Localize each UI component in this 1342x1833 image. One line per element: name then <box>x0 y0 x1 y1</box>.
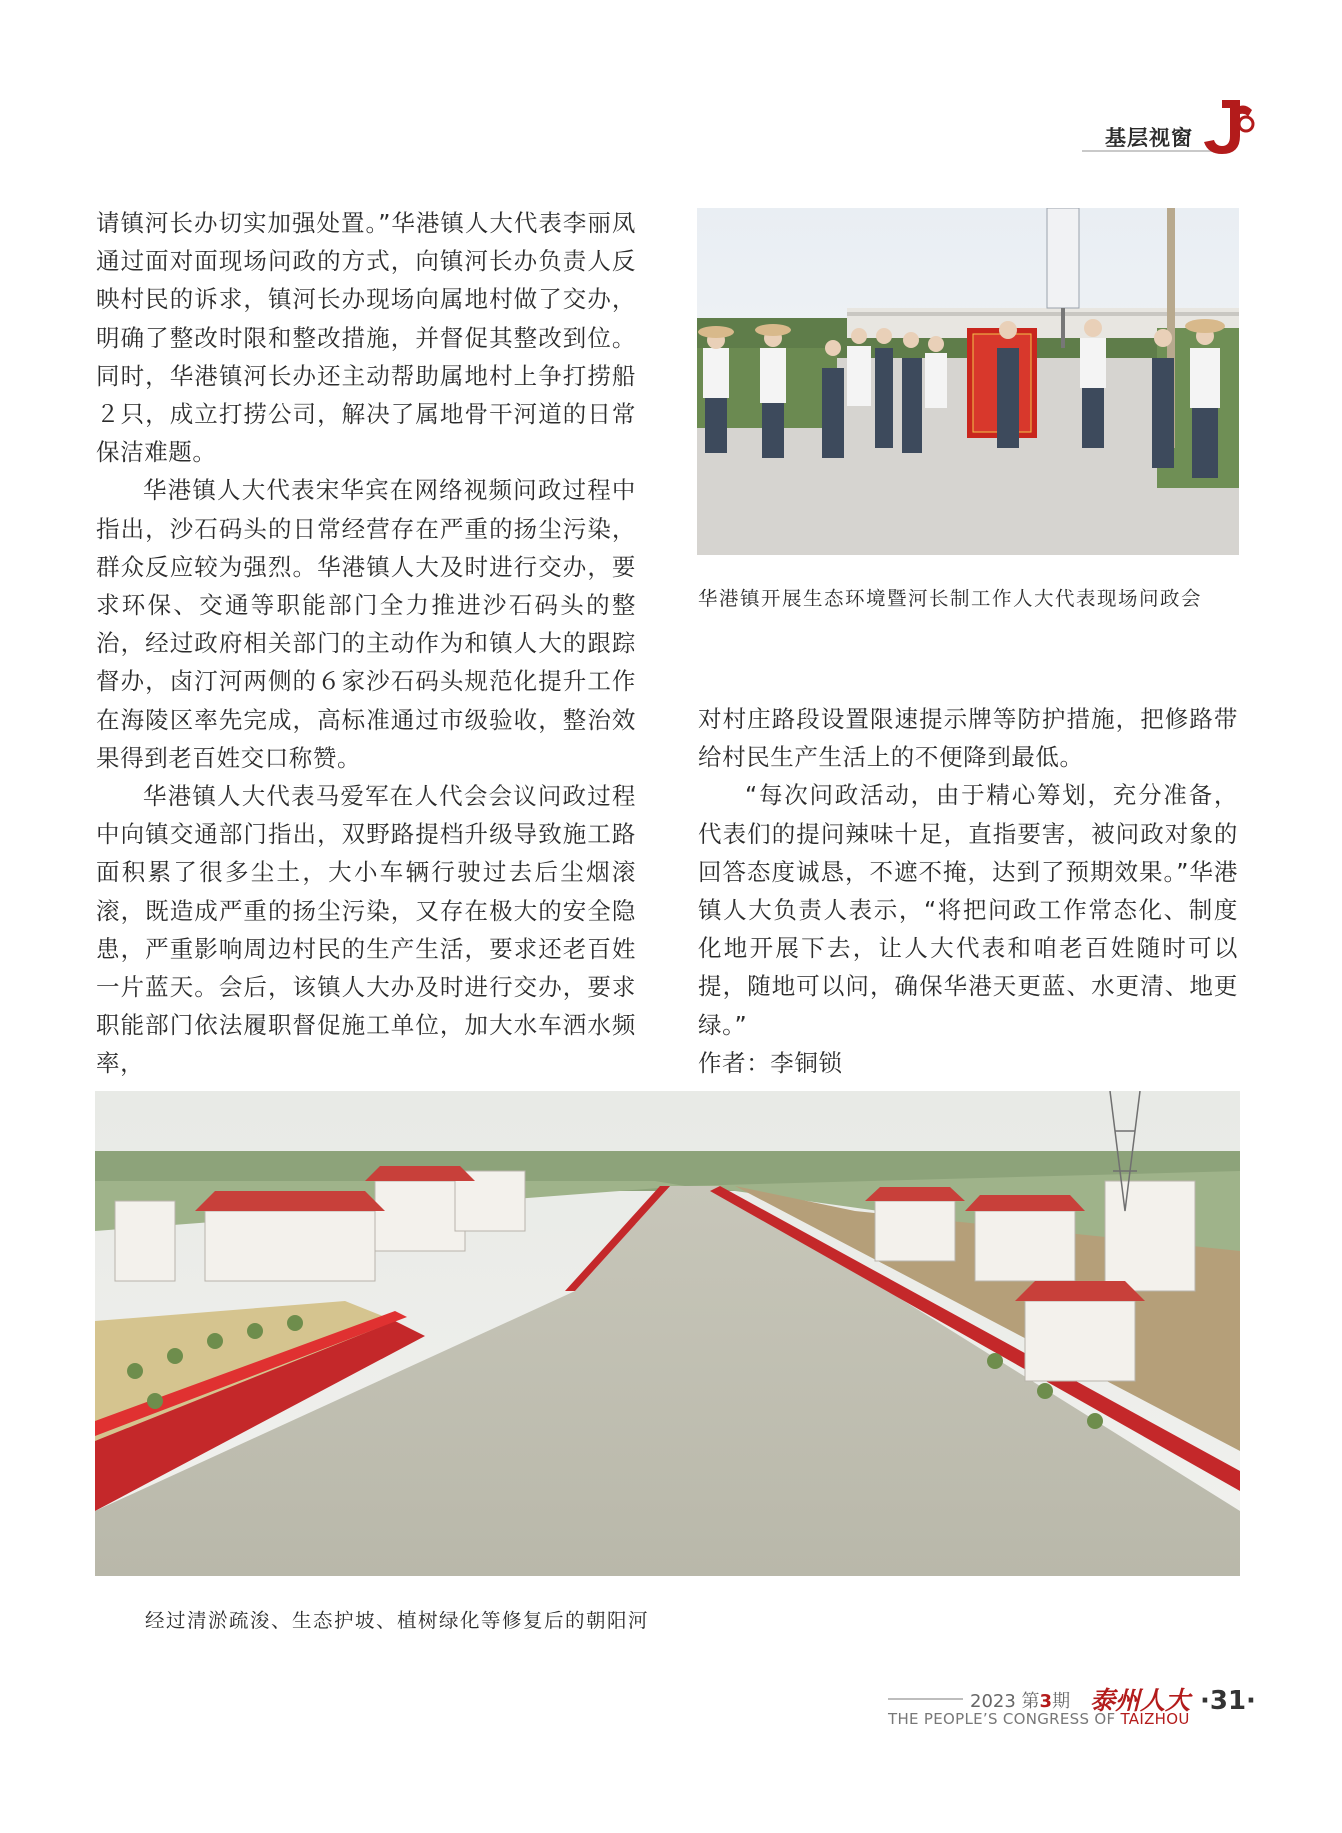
issue-prefix: 第 <box>1021 1691 1040 1712</box>
section-logo <box>1200 96 1260 158</box>
issue-year: 2023 <box>970 1691 1016 1712</box>
author: 作者：李铜锁 <box>698 1048 843 1077</box>
river-photo-caption: 经过清淤疏浚、生态护坡、植树绿化等修复后的朝阳河 <box>145 1609 650 1632</box>
river-photo <box>95 1091 1240 1576</box>
paragraph: 华港镇人大代表马爱军在人代会会议问政过程中向镇交通部门指出，双野路提档升级导致施工路面积累了很多尘土，大小车辆行驶过去后尘烟滚滚，既造成严重的扬尘污染，又存在极大的安全隐患，严重影响周边村民的生产生活，要求还老百姓一片蓝天。会后，该镇人大办及时进行交办，要求职能部门依法履职督促施工单位，加大水车洒水频率， <box>96 782 636 1078</box>
english-city: TAIZHOU <box>1120 1710 1190 1728</box>
page-footer <box>880 1683 1256 1733</box>
issue-number: 3 <box>1039 1691 1053 1712</box>
magazine-name: 泰州人大 <box>1090 1686 1191 1715</box>
meeting-photo-caption: 华港镇开展生态环境暨河长制工作人大代表现场问政会 <box>698 587 1203 610</box>
section-label: 基层视窗 <box>1105 126 1193 150</box>
magazine-english-name <box>888 1710 1190 1728</box>
paragraph: 华港镇人大代表宋华宾在网络视频问政过程中指出，沙石码头的日常经营存在严重的扬尘污染，群众反应较为强烈。华港镇人大及时进行交办，要求环保、交通等职能部门全力推进沙石码头的整治，经过政府相关部门的主动作为和镇人大的跟踪督办，卤汀河两侧的６家沙石码头规范化提升工作在海陵区率先完成，高标准通过市级验收，整治效果得到老百姓交口称赞。 <box>96 476 636 772</box>
left-column <box>96 204 636 1083</box>
paragraph: 对村庄路段设置限速提示牌等防护措施，把修路带给村民生产生活上的不便降到最低。 <box>698 705 1238 772</box>
meeting-photo <box>697 208 1239 555</box>
page-number: ·31· <box>1200 1686 1256 1716</box>
paragraph: “每次问政活动，由于精心筹划，充分准备，代表们的提问辣味十足，直指要害，被问政对象的回答态度诚恳，不遮不掩，达到了预期效果。”华港镇人大负责人表示，“将把问政工作常态化、制度化地开展下去，让人大代表和咱老百姓随时可以提，随地可以问，确保华港天更蓝、水更清、地更绿。” <box>698 781 1238 1039</box>
paragraph: 请镇河长办切实加强处置。”华港镇人大代表李丽凤通过面对面现场问政的方式，向镇河长办负责人反映村民的诉求，镇河长办现场向属地村做了交办，明确了整改时限和整改措施，并督促其整改到位。同时，华港镇河长办还主动帮助属地村上争打捞船２只，成立打捞公司，解决了属地骨干河道的日常保洁难题。 <box>96 209 636 467</box>
issue-suffix: 期 <box>1052 1691 1071 1712</box>
right-column <box>698 700 1238 1082</box>
footer-rule <box>888 1698 963 1700</box>
english-prefix: THE PEOPLE’S CONGRESS OF <box>888 1710 1121 1728</box>
